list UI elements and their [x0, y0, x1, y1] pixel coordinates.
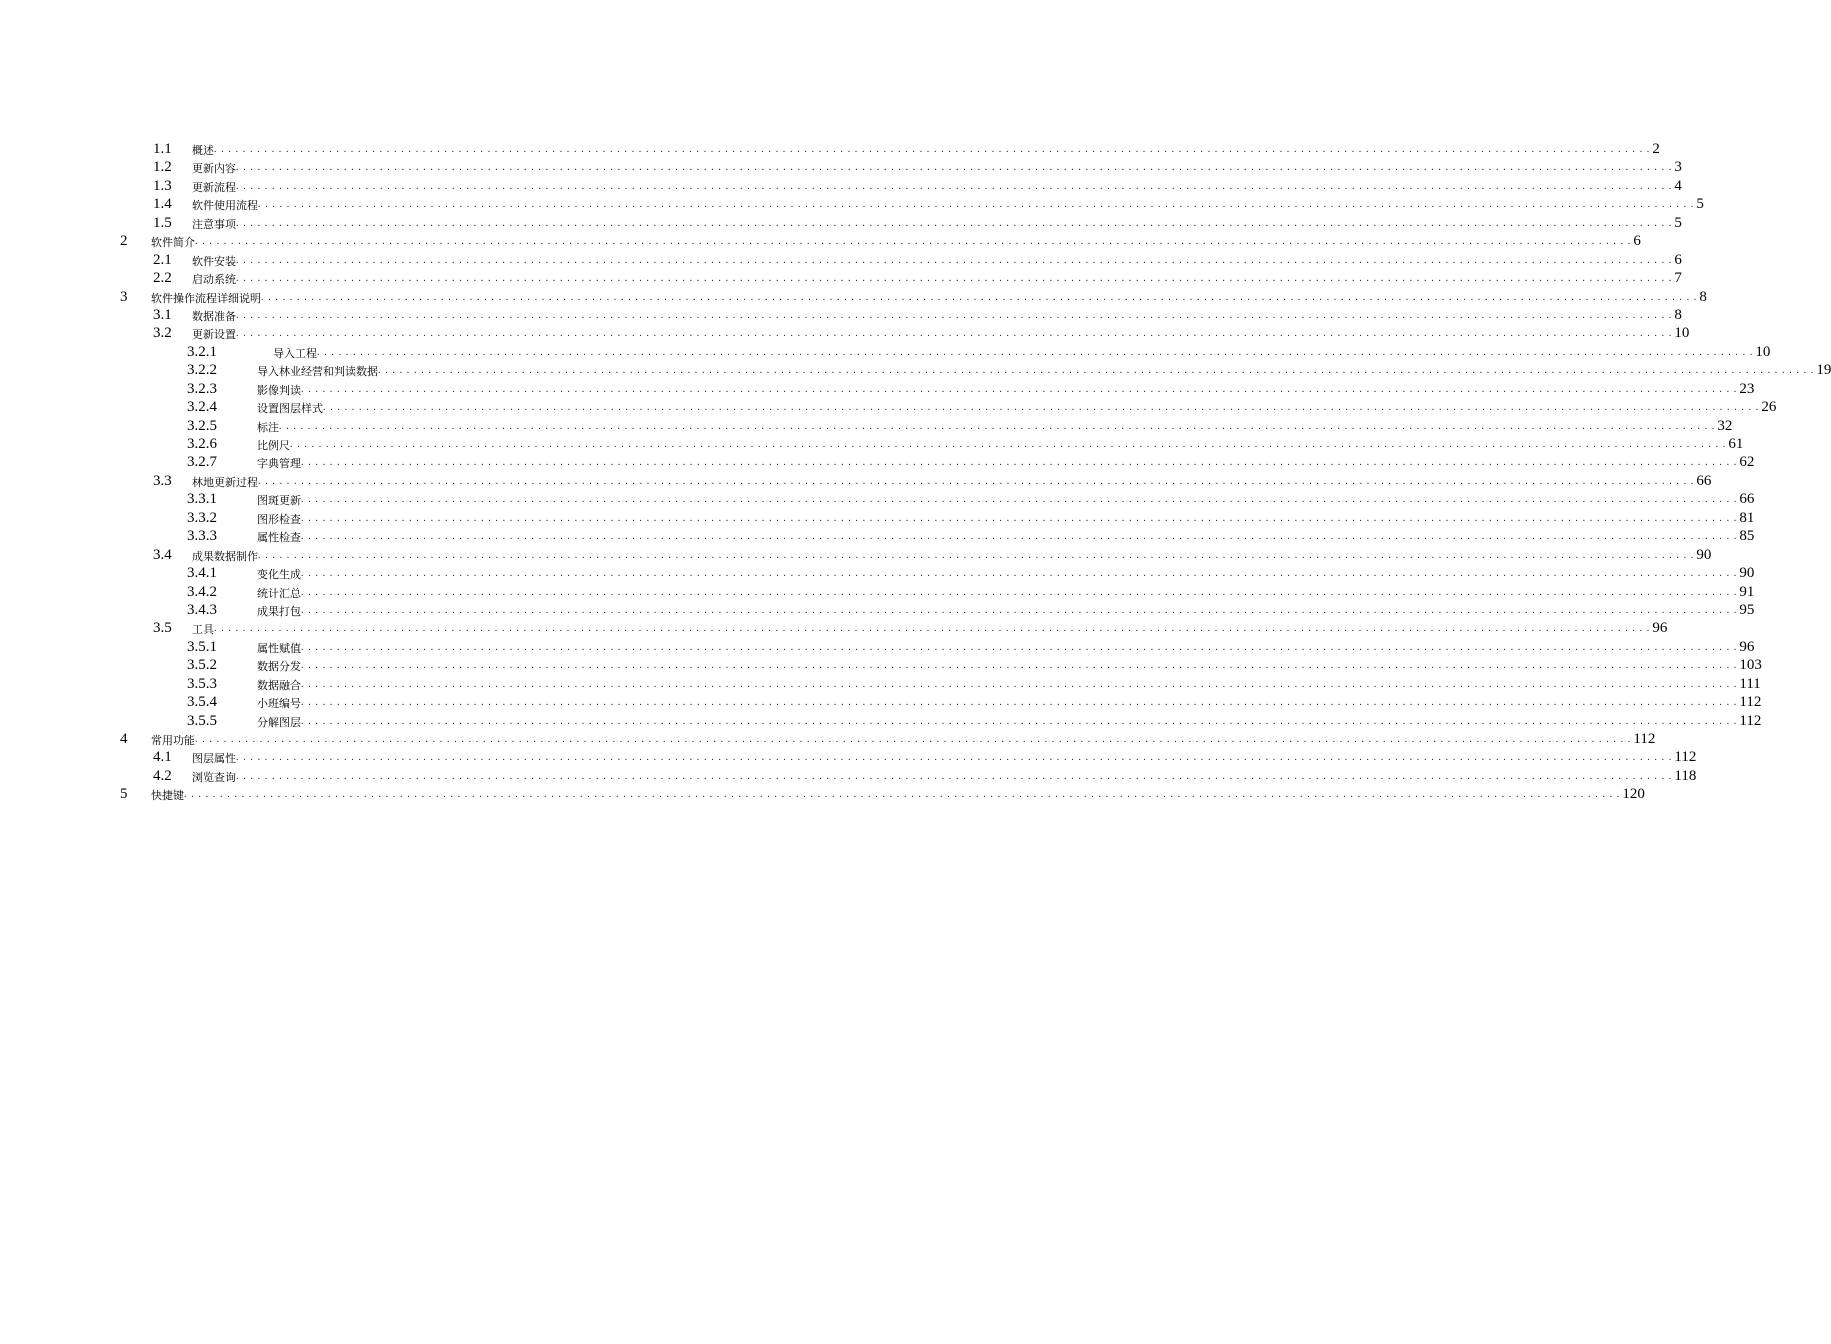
toc-entry-page-number: 61 — [1728, 436, 1744, 452]
dot-leader: . . . . . . . . . . . . . . . . . . . . . . . . . . . . . . . . . . . . . . . . . . . . . . . . . . . . . . . . . . . . . . . . . . . . . . . . . . . . . . . . . . . . . . . . . . . . . . . . . . . . . . . . . . . . . . . . . . . . . . . . . . . . . . . . . . . . . . . . . . . . . . . . . . . . . . . . . . . . . . . . . . . . . . . . . . . . . . . . . . . . . . . . . . . . . . . . . . . . . . . . — [236, 770, 1673, 782]
toc-entry-page-number: 10 — [1674, 325, 1690, 342]
toc-entry-number: 3.2.4 — [187, 399, 217, 416]
toc-entry-line — [151, 730, 1656, 748]
toc-entry-title: 分解图层 — [257, 715, 301, 729]
toc-entry-number: 3.3.1 — [187, 491, 217, 508]
toc-entry-page-number: 19 — [1816, 362, 1831, 379]
toc-entry[interactable] — [0, 472, 1712, 490]
dot-leader: . . . . . . . . . . . . . . . . . . . . . . . . . . . . . . . . . . . . . . . . . . . . . . . . . . . . . . . . . . . . . . . . . . . . . . . . . . . . . . . . . . . . . . . . . . . . . . . . . . . . . . . . . . . . . . . . . . . . . . . . . . . . . . . . . . . . . . . . . . . . . . . . . . . . . . . . . . . . . . . . . . . . . . . . . . . . . . . . . . . . . . . . . . . . . . . . . . . . . . . . — [301, 678, 1738, 690]
dot-leader: . . . . . . . . . . . . . . . . . . . . . . . . . . . . . . . . . . . . . . . . . . . . . . . . . . . . . . . . . . . . . . . . . . . . . . . . . . . . . . . . . . . . . . . . . . . . . . . . . . . . . . . . . . . . . . . . . . . . . . . . . . . . . . . . . . . . . . . . . . . . . . . . . . . . . . . . . . . . . . . . . . . . . . . . . . . . . . . . . . . . . . . . . . . . . . . . . . . . . . . . — [236, 162, 1673, 174]
toc-entry-page-number: 120 — [1622, 786, 1645, 803]
dot-leader: . . . . . . . . . . . . . . . . . . . . . . . . . . . . . . . . . . . . . . . . . . . . . . . . . . . . . . . . . . . . . . . . . . . . . . . . . . . . . . . . . . . . . . . . . . . . . . . . . . . . . . . . . . . . . . . . . . . . . . . . . . . . . . . . . . . . . . . . . . . . . . . . . . . . . . . . . . . . . . . . . . . . . . . . . . . . . . . . . . . . . . . . . . . . . . . . . . . . . . . . — [301, 660, 1738, 672]
toc-entry-page-number: 112 — [1739, 694, 1762, 711]
toc-entry-page-number: 85 — [1739, 528, 1755, 545]
toc-entry[interactable] — [0, 140, 1660, 158]
toc-entry-line — [192, 251, 1682, 269]
toc-entry[interactable] — [0, 288, 1707, 306]
toc-entry-number: 3.3 — [153, 472, 172, 489]
toc-entry-line — [192, 158, 1682, 176]
toc-entry-page-number: 7 — [1674, 270, 1682, 287]
toc-entry-number: 3.4.3 — [187, 601, 217, 618]
toc-entry-number: 3.2.2 — [187, 362, 217, 379]
toc-entry-line — [257, 453, 1755, 471]
toc-entry-line — [192, 195, 1704, 213]
toc-entry-number: 4.2 — [153, 767, 172, 784]
dot-leader: . . . . . . . . . . . . . . . . . . . . . . . . . . . . . . . . . . . . . . . . . . . . . . . . . . . . . . . . . . . . . . . . . . . . . . . . . . . . . . . . . . . . . . . . . . . . . . . . . . . . . . . . . . . . . . . . . . . . . . . . . . . . . . . . . . . . . . . . . . . . . . . . . . . . . . . . . . . . . . . . . . . . . . . . . . . . . . . . . . . . . . . . . . . . . . . . . . . . . . . . — [301, 531, 1738, 543]
toc-entry[interactable] — [0, 417, 1733, 435]
toc-entry-page-number: 5 — [1674, 214, 1682, 231]
toc-entry[interactable] — [0, 380, 1755, 398]
dot-leader: . . . . . . . . . . . . . . . . . . . . . . . . . . . . . . . . . . . . . . . . . . . . . . . . . . . . . . . . . . . . . . . . . . . . . . . . . . . . . . . . . . . . . . . . . . . . . . . . . . . . . . . . . . . . . . . . . . . . . . . . . . . . . . . . . . . . . . . . . . . . . . . . . . . . . . . . . . . . . . . . . . . . . . . . . . . . . . . . . . . . . . . . . . . . . . . . . . . . . . . . — [301, 457, 1738, 469]
toc-entry-title: 字典管理 — [257, 457, 301, 471]
toc-entry-page-number: 62 — [1739, 454, 1755, 471]
toc-entry-title: 浏览查询 — [192, 770, 236, 784]
toc-entry-title: 图斑更新 — [257, 494, 301, 508]
toc-entry-line — [257, 656, 1762, 674]
toc-entry-line — [257, 564, 1755, 582]
dot-leader: . . . . . . . . . . . . . . . . . . . . . . . . . . . . . . . . . . . . . . . . . . . . . . . . . . . . . . . . . . . . . . . . . . . . . . . . . . . . . . . . . . . . . . . . . . . . . . . . . . . . . . . . . . . . . . . . . . . . . . . . . . . . . . . . . . . . . . . . . . . . . . . . . . . . . . . . . . . . . . . . . . . . . . . . . . . . . . . . . . . . . . . . . . . . . . . . . . . . . . . . — [236, 254, 1673, 266]
toc-entry-line — [192, 546, 1712, 564]
toc-entry[interactable] — [0, 638, 1755, 656]
toc-entry-title: 导入林业经营和判读数据 — [257, 365, 378, 379]
toc-entry-line — [257, 638, 1755, 656]
toc-entry[interactable] — [0, 214, 1682, 232]
toc-entry[interactable] — [0, 564, 1755, 582]
toc-entry-title: 统计汇总 — [257, 586, 301, 600]
toc-entry-page-number: 66 — [1739, 491, 1755, 508]
toc-entry-line — [257, 417, 1733, 435]
toc-entry[interactable] — [0, 712, 1762, 730]
toc-entry[interactable] — [0, 398, 1777, 416]
toc-entry-title: 变化生成 — [257, 568, 301, 582]
toc-entry-page-number: 32 — [1717, 417, 1733, 434]
dot-leader: . . . . . . . . . . . . . . . . . . . . . . . . . . . . . . . . . . . . . . . . . . . . . . . . . . . . . . . . . . . . . . . . . . . . . . . . . . . . . . . . . . . . . . . . . . . . . . . . . . . . . . . . . . . . . . . . . . . . . . . . . . . . . . . . . . . . . . . . . . . . . . . . . . . . . . . . . . . . . . . . . . . . . . . . . . . . . . . . . . . . . . . . . . . . . . . . . . . . . . . . — [236, 752, 1673, 764]
toc-entry-line — [257, 601, 1755, 619]
toc-entry-line — [257, 527, 1755, 545]
toc-entry-number: 1.2 — [153, 159, 172, 176]
toc-entry[interactable] — [0, 324, 1690, 342]
toc-entry[interactable] — [0, 730, 1656, 748]
toc-entry-number: 4 — [120, 731, 128, 747]
toc-entry-line — [192, 269, 1682, 287]
toc-entry-page-number: 112 — [1674, 749, 1697, 766]
dot-leader: . . . . . . . . . . . . . . . . . . . . . . . . . . . . . . . . . . . . . . . . . . . . . . . . . . . . . . . . . . . . . . . . . . . . . . . . . . . . . . . . . . . . . . . . . . . . . . . . . . . . . . . . . . . . . . . . . . . . . . . . . . . . . . . . . . . . . . . . . . . . . . . . . . . . . . . . . . . . . . . . . . . . . . . . . . . . . . . . . . . . . . . . . . . . . . . . . . . . . . . . — [301, 641, 1738, 653]
toc-entry-title: 更新内容 — [192, 162, 236, 176]
toc-entry-page-number: 3 — [1674, 159, 1682, 176]
toc-entry-page-number: 90 — [1739, 565, 1755, 582]
toc-entry-title: 导入工程 — [273, 346, 317, 360]
toc-entry-title: 数据融合 — [257, 678, 301, 692]
toc-entry-line — [257, 380, 1755, 398]
toc-entry-number: 1.3 — [153, 177, 172, 194]
toc-entry-number: 3.5.5 — [187, 712, 217, 729]
toc-entry[interactable] — [0, 195, 1704, 213]
dot-leader: . . . . . . . . . . . . . . . . . . . . . . . . . . . . . . . . . . . . . . . . . . . . . . . . . . . . . . . . . . . . . . . . . . . . . . . . . . . . . . . . . . . . . . . . . . . . . . . . . . . . . . . . . . . . . . . . . . . . . . . . . . . . . . . . . . . . . . . . . . . . . . . . . . . . . . . . . . . . . . . . . . . . . . . . . . . . . . . . . . . . . . . . . . . . . . . . . . . . . . . . — [261, 291, 1698, 303]
dot-leader: . . . . . . . . . . . . . . . . . . . . . . . . . . . . . . . . . . . . . . . . . . . . . . . . . . . . . . . . . . . . . . . . . . . . . . . . . . . . . . . . . . . . . . . . . . . . . . . . . . . . . . . . . . . . . . . . . . . . . . . . . . . . . . . . . . . . . . . . . . . . . . . . . . . . . . . . . . . . . . . . . . . . . . . . . . . . . . . . . . . . . . . . . . . . . . . . . . . . . . . . — [195, 734, 1632, 745]
toc-entry-line — [192, 767, 1697, 785]
dot-leader: . . . . . . . . . . . . . . . . . . . . . . . . . . . . . . . . . . . . . . . . . . . . . . . . . . . . . . . . . . . . . . . . . . . . . . . . . . . . . . . . . . . . . . . . . . . . . . . . . . . . . . . . . . . . . . . . . . . . . . . . . . . . . . . . . . . . . . . . . . . . . . . . . . . . . . . . . . . . . . . . . . . . . . . . . . . . . . . . . . . . . . . . . . . . . . . . . . . . . . . . — [184, 789, 1621, 801]
toc-entry-number: 3.2.5 — [187, 417, 217, 434]
toc-entry-line — [192, 306, 1682, 324]
toc-entry-page-number: 95 — [1739, 601, 1755, 618]
toc-entry[interactable] — [0, 546, 1712, 564]
toc-entry-page-number: 91 — [1739, 583, 1755, 600]
toc-entry-number: 1.4 — [153, 196, 172, 213]
dot-leader: . . . . . . . . . . . . . . . . . . . . . . . . . . . . . . . . . . . . . . . . . . . . . . . . . . . . . . . . . . . . . . . . . . . . . . . . . . . . . . . . . . . . . . . . . . . . . . . . . . . . . . . . . . . . . . . . . . . . . . . . . . . . . . . . . . . . . . . . . . . . . . . . . . . . . . . . . . . . . . . . . . . . . . . . . . . . . . . . . . . . . . . . . . . . . . . . . . . . . . . . — [378, 365, 1815, 377]
dot-leader: . . . . . . . . . . . . . . . . . . . . . . . . . . . . . . . . . . . . . . . . . . . . . . . . . . . . . . . . . . . . . . . . . . . . . . . . . . . . . . . . . . . . . . . . . . . . . . . . . . . . . . . . . . . . . . . . . . . . . . . . . . . . . . . . . . . . . . . . . . . . . . . . . . . . . . . . . . . . . . . . . . . . . . . . . . . . . . . . . . . . . . . . . . . . . . . . . . . . . . . . — [236, 328, 1673, 340]
toc-entry-number: 3.3.2 — [187, 509, 217, 526]
toc-entry-number: 2.1 — [153, 251, 172, 268]
dot-leader: . . . . . . . . . . . . . . . . . . . . . . . . . . . . . . . . . . . . . . . . . . . . . . . . . . . . . . . . . . . . . . . . . . . . . . . . . . . . . . . . . . . . . . . . . . . . . . . . . . . . . . . . . . . . . . . . . . . . . . . . . . . . . . . . . . . . . . . . . . . . . . . . . . . . . . . . . . . . . . . . . . . . . . . . . . . . . . . . . . . . . . . . . . . . . . . . . . . . . . . . — [301, 512, 1738, 524]
toc-entry-line — [257, 398, 1777, 416]
toc-entry[interactable] — [0, 343, 1771, 361]
toc-entry-number: 3.5.2 — [187, 657, 217, 674]
dot-leader: . . . . . . . . . . . . . . . . . . . . . . . . . . . . . . . . . . . . . . . . . . . . . . . . . . . . . . . . . . . . . . . . . . . . . . . . . . . . . . . . . . . . . . . . . . . . . . . . . . . . . . . . . . . . . . . . . . . . . . . . . . . . . . . . . . . . . . . . . . . . . . . . . . . . . . . . . . . . . . . . . . . . . . . . . . . . . . . . . . . . . . . . . . . . . . . . . . . . . . . . — [214, 144, 1651, 155]
toc-entry-line — [257, 490, 1755, 508]
toc-entry-line — [257, 675, 1761, 693]
toc-entry-page-number: 6 — [1633, 233, 1641, 250]
toc-entry[interactable] — [0, 435, 1744, 453]
toc-entry[interactable] — [0, 158, 1682, 176]
toc-entry[interactable] — [0, 675, 1761, 693]
toc-entry-title: 小班编号 — [257, 697, 301, 711]
toc-entry-number: 3.5.3 — [187, 675, 217, 692]
toc-entry-title: 更新流程 — [192, 180, 236, 194]
toc-entry-page-number: 96 — [1739, 638, 1755, 655]
dot-leader: . . . . . . . . . . . . . . . . . . . . . . . . . . . . . . . . . . . . . . . . . . . . . . . . . . . . . . . . . . . . . . . . . . . . . . . . . . . . . . . . . . . . . . . . . . . . . . . . . . . . . . . . . . . . . . . . . . . . . . . . . . . . . . . . . . . . . . . . . . . . . . . . . . . . . . . . . . . . . . . . . . . . . . . . . . . . . . . . . . . . . . . . . . . . . . . . . . . . . . . . — [195, 236, 1632, 248]
toc-entry[interactable] — [0, 306, 1682, 324]
toc-entry-line — [192, 177, 1682, 195]
toc-entry-number: 1.5 — [153, 214, 172, 231]
toc-entry-page-number: 81 — [1739, 509, 1755, 526]
toc-entry[interactable] — [0, 232, 1641, 250]
toc-entry-page-number: 112 — [1633, 731, 1656, 747]
toc-entry-number: 3.4.2 — [187, 583, 217, 600]
toc-entry-number: 3.2.6 — [187, 436, 217, 452]
toc-entry-page-number: 8 — [1699, 288, 1707, 305]
dot-leader: . . . . . . . . . . . . . . . . . . . . . . . . . . . . . . . . . . . . . . . . . . . . . . . . . . . . . . . . . . . . . . . . . . . . . . . . . . . . . . . . . . . . . . . . . . . . . . . . . . . . . . . . . . . . . . . . . . . . . . . . . . . . . . . . . . . . . . . . . . . . . . . . . . . . . . . . . . . . . . . . . . . . . . . . . . . . . . . . . . . . . . . . . . . . . . . . . . . . . . . . — [317, 346, 1754, 358]
toc-entry-page-number: 4 — [1674, 177, 1682, 194]
toc-entry-page-number: 6 — [1674, 251, 1682, 268]
toc-entry-line — [257, 693, 1762, 711]
toc-entry-number: 2 — [120, 233, 128, 250]
toc-entry[interactable] — [0, 583, 1755, 601]
toc-entry[interactable] — [0, 527, 1755, 545]
toc-entry-page-number: 111 — [1739, 675, 1761, 692]
toc-entry-title: 标注 — [257, 420, 279, 434]
toc-entry-page-number: 112 — [1739, 712, 1762, 729]
toc-entry-title: 林地更新过程 — [192, 475, 258, 489]
toc-entry[interactable] — [0, 251, 1682, 269]
toc-entry-page-number: 26 — [1761, 399, 1777, 416]
toc-entry-page-number: 2 — [1652, 141, 1660, 157]
toc-entry-title: 图层属性 — [192, 752, 236, 766]
toc-entry-number: 3 — [120, 288, 128, 305]
toc-entry-line — [273, 343, 1771, 361]
toc-entry-page-number: 23 — [1739, 380, 1755, 397]
toc-entry-number: 4.1 — [153, 749, 172, 766]
toc-entry-title: 软件操作流程详细说明 — [151, 291, 261, 305]
dot-leader: . . . . . . . . . . . . . . . . . . . . . . . . . . . . . . . . . . . . . . . . . . . . . . . . . . . . . . . . . . . . . . . . . . . . . . . . . . . . . . . . . . . . . . . . . . . . . . . . . . . . . . . . . . . . . . . . . . . . . . . . . . . . . . . . . . . . . . . . . . . . . . . . . . . . . . . . . . . . . . . . . . . . . . . . . . . . . . . . . . . . . . . . . . . . . . . . . . . . . . . . — [301, 568, 1738, 580]
toc-entry-line — [257, 583, 1755, 601]
toc-entry-line — [192, 324, 1690, 342]
dot-leader: . . . . . . . . . . . . . . . . . . . . . . . . . . . . . . . . . . . . . . . . . . . . . . . . . . . . . . . . . . . . . . . . . . . . . . . . . . . . . . . . . . . . . . . . . . . . . . . . . . . . . . . . . . . . . . . . . . . . . . . . . . . . . . . . . . . . . . . . . . . . . . . . . . . . . . . . . . . . . . . . . . . . . . . . . . . . . . . . . . . . . . . . . . . . . . . . . . . . . . . . — [301, 604, 1738, 616]
toc-entry-page-number: 103 — [1739, 657, 1762, 674]
toc-entry-number: 3.3.3 — [187, 528, 217, 545]
toc-entry-line — [192, 214, 1682, 232]
toc-entry-number: 3.4.1 — [187, 565, 217, 582]
dot-leader: . . . . . . . . . . . . . . . . . . . . . . . . . . . . . . . . . . . . . . . . . . . . . . . . . . . . . . . . . . . . . . . . . . . . . . . . . . . . . . . . . . . . . . . . . . . . . . . . . . . . . . . . . . . . . . . . . . . . . . . . . . . . . . . . . . . . . . . . . . . . . . . . . . . . . . . . . . . . . . . . . . . . . . . . . . . . . . . . . . . . . . . . . . . . . . . . . . . . . . . . — [236, 273, 1673, 285]
toc-entry-title: 软件简介 — [151, 236, 195, 250]
toc-entry-title: 影像判读 — [257, 383, 301, 397]
toc-entry-number: 3.2 — [153, 325, 172, 342]
toc-entry-number: 3.2.3 — [187, 380, 217, 397]
toc-entry[interactable] — [0, 619, 1668, 637]
dot-leader: . . . . . . . . . . . . . . . . . . . . . . . . . . . . . . . . . . . . . . . . . . . . . . . . . . . . . . . . . . . . . . . . . . . . . . . . . . . . . . . . . . . . . . . . . . . . . . . . . . . . . . . . . . . . . . . . . . . . . . . . . . . . . . . . . . . . . . . . . . . . . . . . . . . . . . . . . . . . . . . . . . . . . . . . . . . . . . . . . . . . . . . . . . . . . . . . . . . . . . . . — [258, 199, 1695, 211]
dot-leader: . . . . . . . . . . . . . . . . . . . . . . . . . . . . . . . . . . . . . . . . . . . . . . . . . . . . . . . . . . . . . . . . . . . . . . . . . . . . . . . . . . . . . . . . . . . . . . . . . . . . . . . . . . . . . . . . . . . . . . . . . . . . . . . . . . . . . . . . . . . . . . . . . . . . . . . . . . . . . . . . . . . . . . . . . . . . . . . . . . . . . . . . . . . . . . . . . . . . . . . . — [301, 494, 1738, 506]
toc-entry-title: 比例尺 — [257, 439, 290, 452]
toc-entry-page-number: 8 — [1674, 306, 1682, 323]
toc-entry-number: 3.2.7 — [187, 454, 217, 471]
toc-entry[interactable] — [0, 361, 1831, 379]
toc-entry-title: 常用功能 — [151, 734, 195, 747]
table-of-contents — [0, 140, 1831, 804]
dot-leader: . . . . . . . . . . . . . . . . . . . . . . . . . . . . . . . . . . . . . . . . . . . . . . . . . . . . . . . . . . . . . . . . . . . . . . . . . . . . . . . . . . . . . . . . . . . . . . . . . . . . . . . . . . . . . . . . . . . . . . . . . . . . . . . . . . . . . . . . . . . . . . . . . . . . . . . . . . . . . . . . . . . . . . . . . . . . . . . . . . . . . . . . . . . . . . . . . . . . . . . . — [214, 623, 1651, 635]
toc-entry-line — [192, 748, 1697, 766]
toc-entry-page-number: 96 — [1652, 620, 1668, 637]
toc-entry-title: 启动系统 — [192, 273, 236, 287]
dot-leader: . . . . . . . . . . . . . . . . . . . . . . . . . . . . . . . . . . . . . . . . . . . . . . . . . . . . . . . . . . . . . . . . . . . . . . . . . . . . . . . . . . . . . . . . . . . . . . . . . . . . . . . . . . . . . . . . . . . . . . . . . . . . . . . . . . . . . . . . . . . . . . . . . . . . . . . . . . . . . . . . . . . . . . . . . . . . . . . . . . . . . . . . . . . . . . . . . . . . . . . . — [290, 439, 1727, 450]
toc-entry-page-number: 66 — [1696, 472, 1712, 489]
dot-leader: . . . . . . . . . . . . . . . . . . . . . . . . . . . . . . . . . . . . . . . . . . . . . . . . . . . . . . . . . . . . . . . . . . . . . . . . . . . . . . . . . . . . . . . . . . . . . . . . . . . . . . . . . . . . . . . . . . . . . . . . . . . . . . . . . . . . . . . . . . . . . . . . . . . . . . . . . . . . . . . . . . . . . . . . . . . . . . . . . . . . . . . . . . . . . . . . . . . . . . . . — [301, 383, 1738, 395]
toc-entry-line — [151, 785, 1645, 803]
toc-entry-number: 3.1 — [153, 306, 172, 323]
dot-leader: . . . . . . . . . . . . . . . . . . . . . . . . . . . . . . . . . . . . . . . . . . . . . . . . . . . . . . . . . . . . . . . . . . . . . . . . . . . . . . . . . . . . . . . . . . . . . . . . . . . . . . . . . . . . . . . . . . . . . . . . . . . . . . . . . . . . . . . . . . . . . . . . . . . . . . . . . . . . . . . . . . . . . . . . . . . . . . . . . . . . . . . . . . . . . . . . . . . . . . . . — [236, 180, 1673, 192]
toc-entry-line — [257, 361, 1831, 379]
toc-entry-line — [151, 232, 1641, 250]
toc-entry[interactable] — [0, 601, 1755, 619]
toc-entry-page-number: 10 — [1755, 343, 1771, 360]
toc-entry[interactable] — [0, 656, 1762, 674]
toc-entry[interactable] — [0, 748, 1697, 766]
dot-leader: . . . . . . . . . . . . . . . . . . . . . . . . . . . . . . . . . . . . . . . . . . . . . . . . . . . . . . . . . . . . . . . . . . . . . . . . . . . . . . . . . . . . . . . . . . . . . . . . . . . . . . . . . . . . . . . . . . . . . . . . . . . . . . . . . . . . . . . . . . . . . . . . . . . . . . . . . . . . . . . . . . . . . . . . . . . . . . . . . . . . . . . . . . . . . . . . . . . . . . . . — [258, 475, 1695, 487]
toc-entry-number: 3.5.1 — [187, 638, 217, 655]
dot-leader: . . . . . . . . . . . . . . . . . . . . . . . . . . . . . . . . . . . . . . . . . . . . . . . . . . . . . . . . . . . . . . . . . . . . . . . . . . . . . . . . . . . . . . . . . . . . . . . . . . . . . . . . . . . . . . . . . . . . . . . . . . . . . . . . . . . . . . . . . . . . . . . . . . . . . . . . . . . . . . . . . . . . . . . . . . . . . . . . . . . . . . . . . . . . . . . . . . . . . . . . — [279, 420, 1716, 432]
toc-entry-title: 快捷键 — [151, 789, 184, 803]
toc-entry-line — [192, 619, 1668, 637]
toc-entry-number: 3.2.1 — [187, 343, 217, 360]
toc-entry-title: 设置图层样式 — [257, 402, 323, 416]
toc-entry-line — [192, 140, 1660, 158]
toc-entry-title: 属性检查 — [257, 531, 301, 545]
toc-entry-title: 成果数据制作 — [192, 549, 258, 563]
dot-leader: . . . . . . . . . . . . . . . . . . . . . . . . . . . . . . . . . . . . . . . . . . . . . . . . . . . . . . . . . . . . . . . . . . . . . . . . . . . . . . . . . . . . . . . . . . . . . . . . . . . . . . . . . . . . . . . . . . . . . . . . . . . . . . . . . . . . . . . . . . . . . . . . . . . . . . . . . . . . . . . . . . . . . . . . . . . . . . . . . . . . . . . . . . . . . . . . . . . . . . . . — [301, 586, 1738, 598]
toc-entry[interactable] — [0, 269, 1682, 287]
toc-entry[interactable] — [0, 785, 1645, 803]
toc-entry-title: 工具 — [192, 623, 214, 637]
toc-entry[interactable] — [0, 509, 1755, 527]
toc-entry-title: 软件使用流程 — [192, 199, 258, 213]
toc-entry-number: 1.1 — [153, 141, 172, 157]
toc-entry-page-number: 5 — [1696, 196, 1704, 213]
toc-entry[interactable] — [0, 490, 1755, 508]
toc-entry-line — [192, 472, 1712, 490]
toc-entry-title: 概述 — [192, 144, 214, 157]
toc-entry[interactable] — [0, 693, 1762, 711]
toc-entry-page-number: 118 — [1674, 767, 1697, 784]
toc-entry-line — [257, 509, 1755, 527]
toc-entry-title: 软件安装 — [192, 254, 236, 268]
toc-entry-title: 数据分发 — [257, 660, 301, 674]
dot-leader: . . . . . . . . . . . . . . . . . . . . . . . . . . . . . . . . . . . . . . . . . . . . . . . . . . . . . . . . . . . . . . . . . . . . . . . . . . . . . . . . . . . . . . . . . . . . . . . . . . . . . . . . . . . . . . . . . . . . . . . . . . . . . . . . . . . . . . . . . . . . . . . . . . . . . . . . . . . . . . . . . . . . . . . . . . . . . . . . . . . . . . . . . . . . . . . . . . . . . . . . — [236, 217, 1673, 229]
toc-entry-page-number: 90 — [1696, 546, 1712, 563]
toc-entry-title: 属性赋值 — [257, 641, 301, 655]
dot-leader: . . . . . . . . . . . . . . . . . . . . . . . . . . . . . . . . . . . . . . . . . . . . . . . . . . . . . . . . . . . . . . . . . . . . . . . . . . . . . . . . . . . . . . . . . . . . . . . . . . . . . . . . . . . . . . . . . . . . . . . . . . . . . . . . . . . . . . . . . . . . . . . . . . . . . . . . . . . . . . . . . . . . . . . . . . . . . . . . . . . . . . . . . . . . . . . . . . . . . . . . — [258, 549, 1695, 561]
toc-entry[interactable] — [0, 453, 1755, 471]
toc-entry-title: 更新设置 — [192, 328, 236, 342]
dot-leader: . . . . . . . . . . . . . . . . . . . . . . . . . . . . . . . . . . . . . . . . . . . . . . . . . . . . . . . . . . . . . . . . . . . . . . . . . . . . . . . . . . . . . . . . . . . . . . . . . . . . . . . . . . . . . . . . . . . . . . . . . . . . . . . . . . . . . . . . . . . . . . . . . . . . . . . . . . . . . . . . . . . . . . . . . . . . . . . . . . . . . . . . . . . . . . . . . . . . . . . . — [236, 309, 1673, 321]
toc-entry-line — [257, 435, 1744, 453]
toc-entry-number: 3.4 — [153, 546, 172, 563]
toc-entry-number: 3.5.4 — [187, 694, 217, 711]
dot-leader: . . . . . . . . . . . . . . . . . . . . . . . . . . . . . . . . . . . . . . . . . . . . . . . . . . . . . . . . . . . . . . . . . . . . . . . . . . . . . . . . . . . . . . . . . . . . . . . . . . . . . . . . . . . . . . . . . . . . . . . . . . . . . . . . . . . . . . . . . . . . . . . . . . . . . . . . . . . . . . . . . . . . . . . . . . . . . . . . . . . . . . . . . . . . . . . . . . . . . . . . — [301, 697, 1738, 709]
toc-entry-number: 2.2 — [153, 270, 172, 287]
dot-leader: . . . . . . . . . . . . . . . . . . . . . . . . . . . . . . . . . . . . . . . . . . . . . . . . . . . . . . . . . . . . . . . . . . . . . . . . . . . . . . . . . . . . . . . . . . . . . . . . . . . . . . . . . . . . . . . . . . . . . . . . . . . . . . . . . . . . . . . . . . . . . . . . . . . . . . . . . . . . . . . . . . . . . . . . . . . . . . . . . . . . . . . . . . . . . . . . . . . . . . . . — [323, 402, 1760, 414]
toc-entry-line — [257, 712, 1762, 730]
toc-entry-title: 注意事项 — [192, 217, 236, 231]
toc-entry-title: 数据准备 — [192, 309, 236, 323]
toc-entry-number: 3.5 — [153, 620, 172, 637]
toc-entry[interactable] — [0, 177, 1682, 195]
toc-entry-title: 图形检查 — [257, 512, 301, 526]
dot-leader: . . . . . . . . . . . . . . . . . . . . . . . . . . . . . . . . . . . . . . . . . . . . . . . . . . . . . . . . . . . . . . . . . . . . . . . . . . . . . . . . . . . . . . . . . . . . . . . . . . . . . . . . . . . . . . . . . . . . . . . . . . . . . . . . . . . . . . . . . . . . . . . . . . . . . . . . . . . . . . . . . . . . . . . . . . . . . . . . . . . . . . . . . . . . . . . . . . . . . . . . — [301, 715, 1738, 727]
toc-entry-title: 成果打包 — [257, 604, 301, 618]
toc-entry[interactable] — [0, 767, 1697, 785]
toc-entry-number: 5 — [120, 786, 128, 803]
toc-entry-line — [151, 288, 1707, 306]
